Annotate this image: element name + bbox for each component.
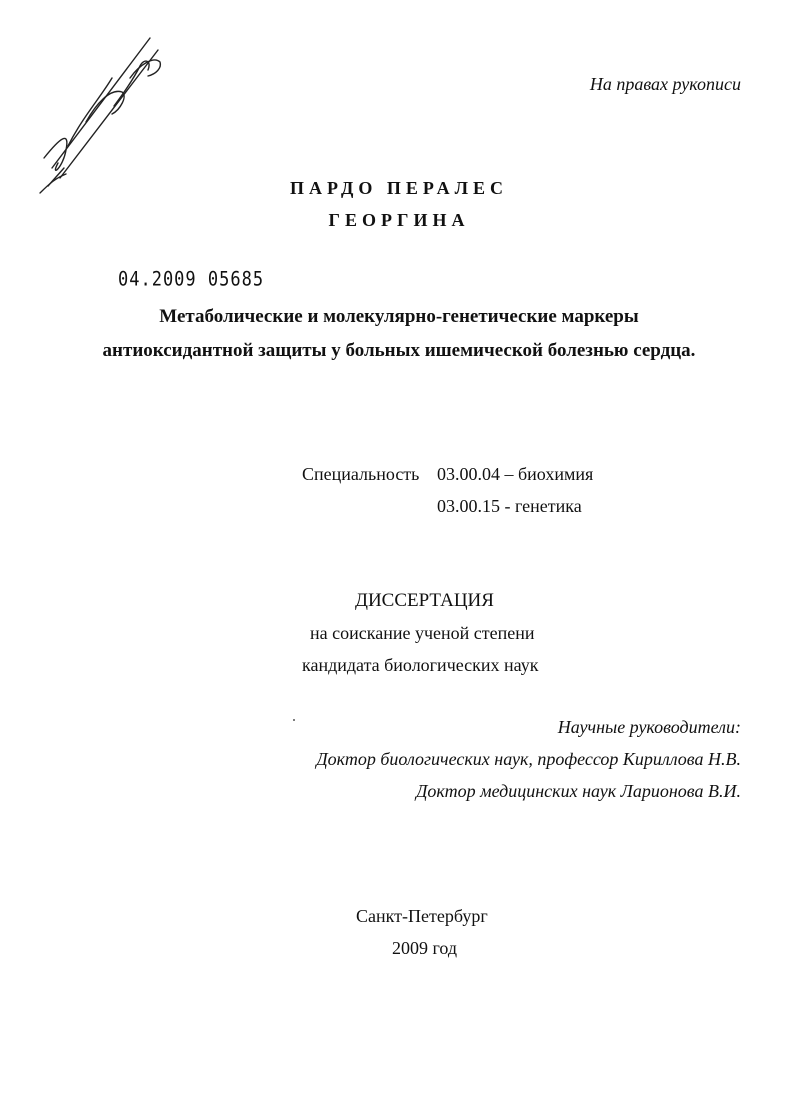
author-surname: ПАРДО ПЕРАЛЕС — [289, 178, 509, 198]
title-line-1: Метаболические и молекулярно-генетические маркеры — [159, 306, 639, 327]
dissertation-heading: ДИССЕРТАЦИЯ — [355, 590, 494, 611]
speck — [293, 719, 295, 721]
specialty-label: Специальность — [302, 464, 420, 484]
title-line-2: антиоксидантной защиты у больных ишемической болезнью сердца. — [102, 340, 696, 361]
supervisors-heading: Научные руководители: — [557, 717, 741, 737]
author-given-name: ГЕОРГИНА — [328, 210, 470, 230]
supervisor-2: Доктор медицинских наук Ларионова В.И. — [415, 781, 741, 801]
dissertation-degree-line: на соискание ученой степени — [310, 623, 535, 643]
rights-note: На правах рукописи — [589, 74, 741, 94]
city: Санкт-Петербург — [356, 906, 488, 926]
specialty-code-2: 03.00.15 - генетика — [437, 496, 582, 516]
signature — [30, 18, 170, 198]
specialty-code-1: 03.00.04 – биохимия — [437, 464, 594, 484]
registration-number: 04.2009 05685 — [118, 268, 265, 291]
supervisor-1: Доктор биологических наук, профессор Кириллова Н.В. — [316, 749, 741, 769]
year: 2009 год — [392, 938, 458, 958]
dissertation-field-line: кандидата биологических наук — [302, 655, 539, 675]
